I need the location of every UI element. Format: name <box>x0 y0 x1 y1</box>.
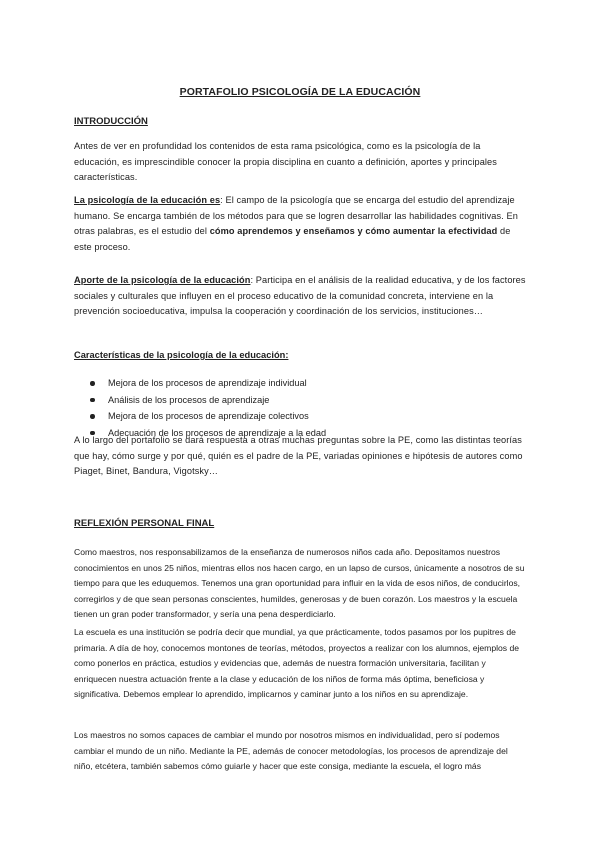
reflection-paragraph-3: Los maestros no somos capaces de cambiar el mundo por nosotros mismos en individualidad, pero sí podemos cambiar el mundo de un niño. Mediante la PE, además de conocer metodologías, los procesos de aprendizaje del niño, etcétera, también sabemos cómo guiarle y hacer que este consiga, mediante la escuela, el logro más <box>74 730 508 772</box>
list-item: Mejora de los procesos de aprendizaje individual <box>88 375 326 392</box>
bullet-icon <box>90 414 95 419</box>
definition-text: : El campo de la psicología que se encarga del estudio del aprendizaje humano. Se encarga también de los métodos para que se logren desarrollar las habilidades cognitivas. En otras palabras, es el estudio del <box>74 195 518 236</box>
intro-paragraph: Antes de ver en profundidad los contenidos de esta rama psicológica, como es la psicología de la educación, es imprescindible conocer la propia disciplina en cuanto a definición, aportes y principales características. <box>74 141 497 182</box>
definition-emphasis: cómo aprendemos y enseñamos y cómo aumentar la efectividad <box>209 226 498 236</box>
list-item: Adecuación de los procesos de aprendizaje a la edad <box>88 425 326 442</box>
document-title: PORTAFOLIO PSICOLOGÍA DE LA EDUCACIÓN <box>179 86 421 98</box>
intro-heading: INTRODUCCIÓN <box>74 116 148 127</box>
characteristics-heading: Características de la psicología de la educación: <box>74 350 289 360</box>
bullet-icon <box>90 398 95 403</box>
reflection-paragraph-1: Como maestros, nos responsabilizamos de la enseñanza de numerosos niños cada año. Depositamos nuestros conocimientos en unos 25 niños, mientras ellos nos hacen cargo, en un lapso de cursos, únicamente a nosotros de su tiempo para que les eduquemos. Tenemos una gran oportunidad para influir en la vida de esos niños, de conducirlos, corregirlos y de que sean personas conscientes, humildes, generosas y de buen corazón. Los maestros y la escuela tienen un gran poder transformador, y sería una pena desperdiciarlo. <box>74 547 525 620</box>
definition-lead: La psicología de la educación es <box>74 195 221 205</box>
contribution-text: : Participa en el análisis de la realidad educativa, y de los factores sociales y culturales que influyen en el proceso educativo de la comunidad concreta, interviene en la prevención socioeducativa, impulsa la cooperación y coordinación de los servicios, instituciones… <box>74 275 526 316</box>
contribution-lead: Aporte de la psicología de la educación <box>74 275 251 285</box>
definition-text-end: de este proceso. <box>74 226 511 252</box>
list-item: Mejora de los procesos de aprendizaje colectivos <box>88 408 326 425</box>
list-item: Análisis de los procesos de aprendizaje <box>88 392 326 409</box>
definition-paragraph <box>74 193 526 255</box>
contribution-paragraph <box>74 273 526 320</box>
characteristics-list <box>88 375 326 441</box>
portfolio-note-paragraph: A lo largo del portafolio se dará respuesta a otras muchas preguntas sobre la PE, como las distintas teorías que hay, cómo surge y por qué, quién es el padre de la PE, variadas opiniones e hipótesis de autores como Piaget, Binet, Bandura, Vigotsky… <box>74 435 523 476</box>
reflection-paragraph-2: La escuela es una institución se podría decir que mundial, ya que prácticamente, todos pasamos por los pupitres de primaria. A día de hoy, conocemos montones de teorías, métodos, proyectos a realizar con los alumnos, ejemplos de como ponerlos en práctica, estudios y evidencias que, además de nuestra formación universitaria, facilitan y enriquecen nuestra actuación frente a la clase y educación de los niños de forma más óptima, beneficiosa y significativa. Debemos emplear lo aprendido, implicarnos y caminar junto a los niños en su aprendizaje. <box>74 627 520 700</box>
reflection-heading: REFLEXIÓN PERSONAL FINAL <box>74 518 215 529</box>
bullet-icon <box>90 381 95 386</box>
